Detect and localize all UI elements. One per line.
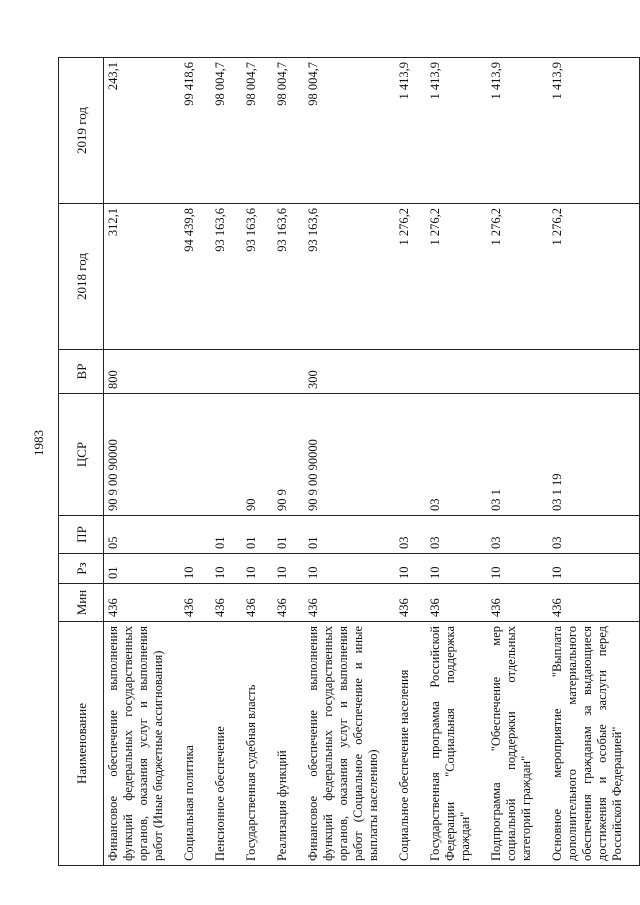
row-pr: 01: [304, 516, 395, 554]
row-min: 436: [104, 584, 181, 622]
row-pr: 01: [211, 516, 242, 554]
row-min: 436: [180, 584, 211, 622]
row-min: 436: [273, 584, 304, 622]
row-min: 436: [487, 584, 548, 622]
row-2018-value: 1 276,2: [395, 204, 426, 350]
row-csr: [180, 394, 211, 516]
row-min: 436: [395, 584, 426, 622]
column-header-vr: ВР: [59, 350, 104, 394]
row-2019-value: 98 004,7: [304, 58, 395, 204]
row-name: Государственная программа Российской Федерации "Социальная поддержка граждан": [426, 622, 487, 866]
row-name: Реализация функций: [273, 622, 304, 866]
row-name: Социальная политика: [180, 622, 211, 866]
row-vr: [180, 350, 211, 394]
row-pr: 05: [104, 516, 181, 554]
row-2019-value: 99 418,6: [180, 58, 211, 204]
row-min: 436: [242, 584, 273, 622]
row-vr: 300: [304, 350, 395, 394]
table-row: [242, 58, 273, 866]
row-rz: 10: [180, 554, 211, 584]
column-header-csr: ЦСР: [59, 394, 104, 516]
row-2018-value: 94 439,8: [180, 204, 211, 350]
row-csr: 03: [426, 394, 487, 516]
row-2019-value: 98 004,7: [242, 58, 273, 204]
row-min: 436: [211, 584, 242, 622]
table-body: [104, 58, 640, 866]
row-name: Пенсионное обеспечение: [211, 622, 242, 866]
row-csr: [211, 394, 242, 516]
row-vr: [211, 350, 242, 394]
table-row: [548, 58, 640, 866]
column-header-name: Наименование: [59, 622, 104, 866]
row-2018-value: 1 276,2: [548, 204, 640, 350]
table-container: [58, 58, 624, 866]
row-vr: [548, 350, 640, 394]
table-row: [211, 58, 242, 866]
row-pr: 03: [487, 516, 548, 554]
column-header-min: Мин: [59, 584, 104, 622]
row-rz: 10: [211, 554, 242, 584]
row-pr: 01: [273, 516, 304, 554]
row-rz: 10: [487, 554, 548, 584]
row-csr: 90 9 00 90000: [304, 394, 395, 516]
budget-table: [58, 57, 640, 866]
table-row: [273, 58, 304, 866]
row-2018-value: 1 276,2: [487, 204, 548, 350]
row-rz: 10: [548, 554, 640, 584]
row-pr: 03: [395, 516, 426, 554]
row-vr: [395, 350, 426, 394]
row-min: 436: [426, 584, 487, 622]
row-csr: 03 1: [487, 394, 548, 516]
table-header: [59, 58, 104, 866]
rotated-page: [58, 58, 624, 866]
row-2018-value: 1 276,2: [426, 204, 487, 350]
table-row: [104, 58, 181, 866]
row-pr: 01: [242, 516, 273, 554]
row-pr: 03: [548, 516, 640, 554]
row-rz: 10: [426, 554, 487, 584]
column-header-2018: 2018 год: [59, 204, 104, 350]
row-2018-value: 93 163,6: [211, 204, 242, 350]
row-vr: [426, 350, 487, 394]
row-vr: [273, 350, 304, 394]
row-2019-value: 1 413,9: [548, 58, 640, 204]
row-2018-value: 93 163,6: [242, 204, 273, 350]
row-rz: 01: [104, 554, 181, 584]
row-vr: [487, 350, 548, 394]
row-min: 436: [304, 584, 395, 622]
table-row: [487, 58, 548, 866]
table-row: [180, 58, 211, 866]
row-pr: 03: [426, 516, 487, 554]
row-vr: [242, 350, 273, 394]
row-name: Социальное обеспечение населения: [395, 622, 426, 866]
row-2019-value: 1 413,9: [426, 58, 487, 204]
row-2019-value: 98 004,7: [211, 58, 242, 204]
row-2018-value: 93 163,6: [273, 204, 304, 350]
row-rz: 10: [304, 554, 395, 584]
row-rz: 10: [395, 554, 426, 584]
row-2019-value: 1 413,9: [487, 58, 548, 204]
row-2019-value: 98 004,7: [273, 58, 304, 204]
row-2019-value: 243,1: [104, 58, 181, 204]
row-min: 436: [548, 584, 640, 622]
row-csr: 90: [242, 394, 273, 516]
row-2018-value: 93 163,6: [304, 204, 395, 350]
table-row: [395, 58, 426, 866]
row-rz: 10: [242, 554, 273, 584]
row-csr: 90 9 00 90000: [104, 394, 181, 516]
row-vr: 800: [104, 350, 181, 394]
row-2018-value: 312,1: [104, 204, 181, 350]
row-name: Государственная судебная власть: [242, 622, 273, 866]
row-name: Подпрограмма "Обеспечение мер социальной поддержки отдельных категорий граждан": [487, 622, 548, 866]
row-name: Финансовое обеспечение выполнения функций федеральных государственных органов, оказания услуг и выполнения работ (Социальное обеспечение и иные выплаты населению): [304, 622, 395, 866]
row-name: Основное мероприятие "Выплата дополнительного материального обеспечения гражданам за выдающиеся достижения и особые заслуги перед Российской Федерацией": [548, 622, 640, 866]
row-pr: [180, 516, 211, 554]
row-csr: 90 9: [273, 394, 304, 516]
page-number: 1983: [31, 430, 46, 456]
table-row: [304, 58, 395, 866]
row-csr: [395, 394, 426, 516]
table-row: [426, 58, 487, 866]
row-name: Финансовое обеспечение выполнения функций федеральных государственных органов, оказания услуг и выполнения работ (Иные бюджетные ассигнования): [104, 622, 181, 866]
row-2019-value: 1 413,9: [395, 58, 426, 204]
row-rz: 10: [273, 554, 304, 584]
column-header-rz: Рз: [59, 554, 104, 584]
column-header-2019: 2019 год: [59, 58, 104, 204]
column-header-pr: ПР: [59, 516, 104, 554]
row-csr: 03 1 19: [548, 394, 640, 516]
